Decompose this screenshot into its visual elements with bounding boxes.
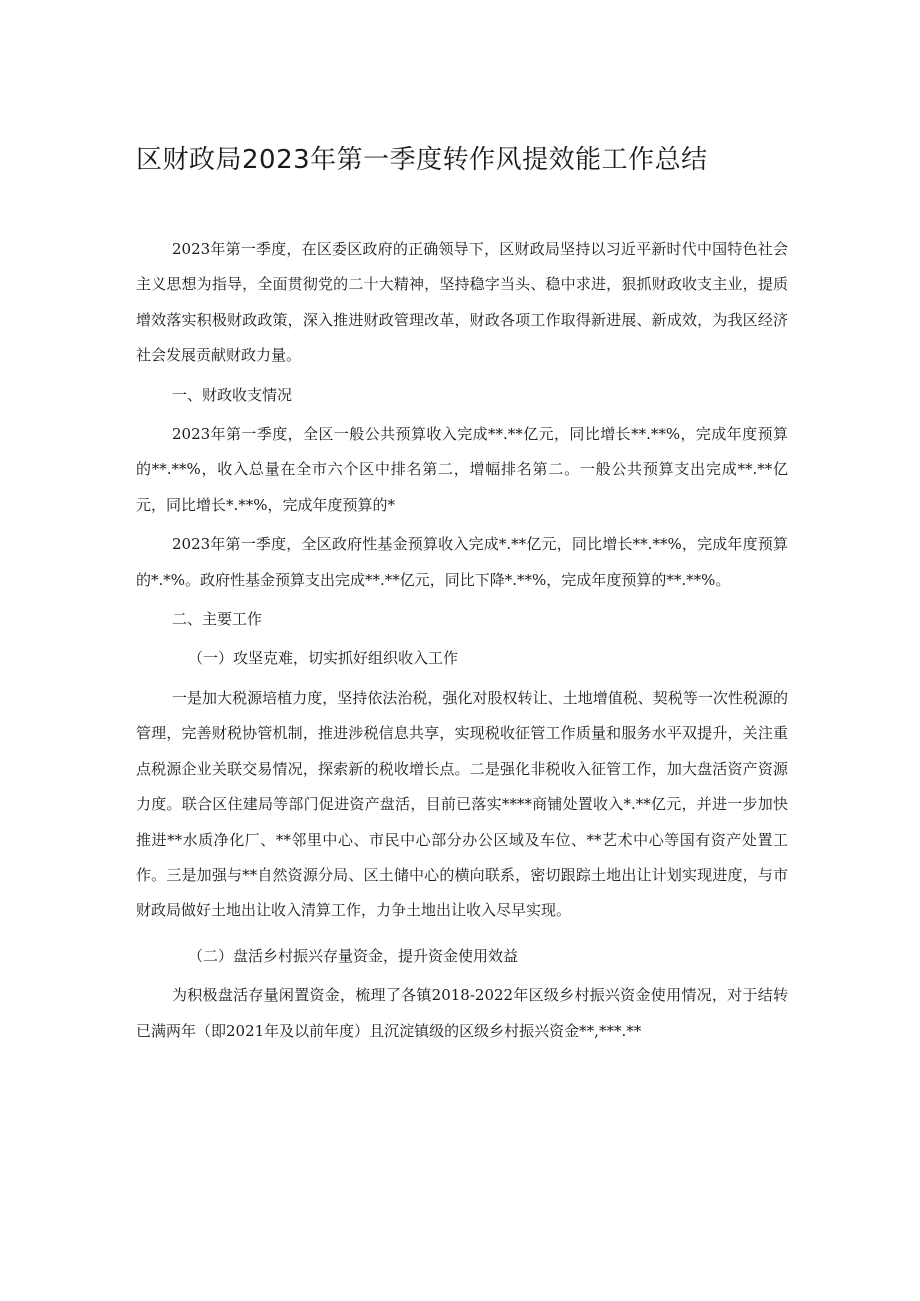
intro-paragraph: 2023年第一季度，在区委区政府的正确领导下，区财政局坚持以习近平新时代中国特色社会主义思想为指导，全面贯彻党的二十大精神，坚持稳字当头、稳中求进，狠抓财政收支主业，提质增效落实积极财政政策，深入推进财政管理改革，财政各项工作取得新进展、新成效，为我区经济社会发展贡献财政力量。 bbox=[136, 240, 788, 365]
document-title: 区财政局2023年第一季度转作风提效能工作总结 bbox=[136, 145, 708, 175]
document-body bbox=[136, 232, 788, 1049]
section-heading-fiscal: 一、财政收支情况 bbox=[172, 385, 293, 404]
section-heading-main-work: 二、主要工作 bbox=[172, 610, 263, 629]
general-budget-paragraph: 2023年第一季度，全区一般公共预算收入完成**.**亿元，同比增长**.**%，完成年度预算的**.**%，收入总量在全市六个区中排名第二，增幅排名第二。一般公共预算支出完成**.**亿元，同比增长*.**%，完成年度预算的* bbox=[136, 425, 788, 514]
revenue-work-paragraph: 一是加大税源培植力度，坚持依法治税，强化对股权转让、土地增值税、契税等一次性税源的管理，完善财税协管机制，推进涉税信息共享，实现税收征管工作质量和服务水平双提升，关注重点税源企业关联交易情况，探索新的税收增长点。二是强化非税收入征管工作，加大盘活资产资源力度。联合区住建局等部门促进资产盘活，目前已落实****商铺处置收入*.**亿元，并进一步加快推进**水质净化厂、**邻里中心、市民中心部分办公区域及车位、**艺术中心等国有资产处置工作。三是加强与**自然资源分局、区土储中心的横向联系，密切跟踪土地出让计划实现进度，与市财政局做好土地出让收入清算工作，力争土地出让收入尽早实现。 bbox=[136, 688, 788, 920]
rural-funds-paragraph: 为积极盘活存量闲置资金，梳理了各镇2018-2022年区级乡村振兴资金使用情况，对于结转已满两年（即2021年及以前年度）且沉淀镇级的区级乡村振兴资金**,***.** bbox=[136, 986, 788, 1040]
fund-budget-paragraph: 2023年第一季度，全区政府性基金预算收入完成*.**亿元，同比增长**.**%，完成年度预算的*.*%。政府性基金预算支出完成**.**亿元，同比下降*.**%，完成年度预算的**.**%。 bbox=[136, 535, 788, 589]
subsection-heading-rural: （二）盘活乡村振兴存量资金，提升资金使用效益 bbox=[188, 946, 519, 965]
subsection-heading-revenue: （一）攻坚克难，切实抓好组织收入工作 bbox=[188, 649, 459, 668]
